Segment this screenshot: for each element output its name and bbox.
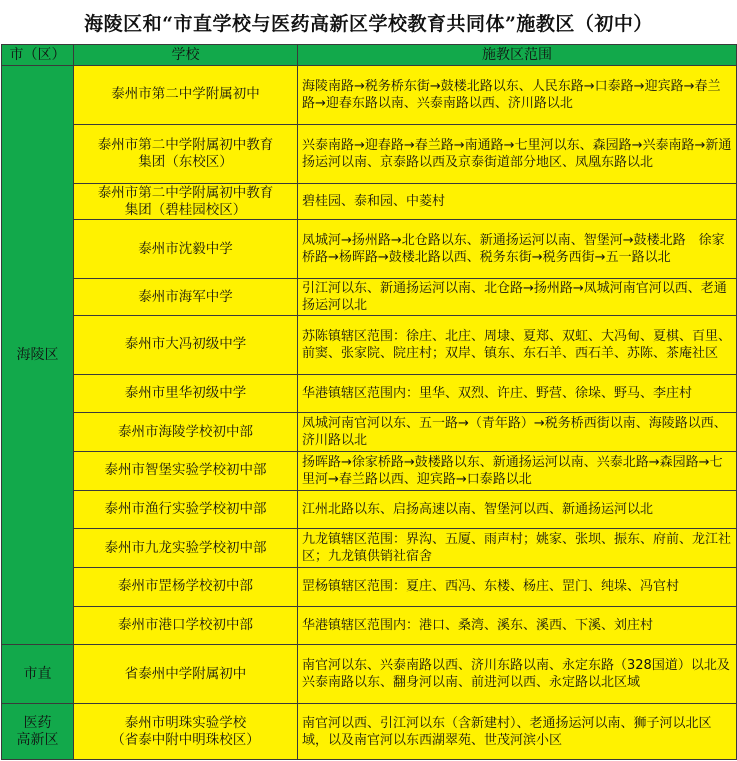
- table-row: [2, 645, 737, 704]
- header-school: 学校: [74, 45, 298, 66]
- table-row: [2, 452, 737, 491]
- header-city: 市（区）: [2, 45, 74, 66]
- table-row: [2, 315, 737, 374]
- page-title: 海陵区和“市直学校与医药高新区学校教育共同体”施教区（初中）: [84, 12, 653, 35]
- table-row: [2, 374, 737, 413]
- table-row: [2, 220, 737, 279]
- area-cell: 海陵南路→税务桥东街→鼓楼北路以东、人民东路→口泰路→迎宾路→春兰路→迎春东路以南、兴泰南路以西、济川路以北: [298, 66, 737, 125]
- school-cell: 泰州市明珠实验学校 （省泰中附中明珠校区）: [74, 704, 298, 760]
- area-cell: 凤城河→扬州路→北仓路以东、新通扬运河以南、智堡河→鼓楼北路 徐家桥路→杨晖路→鼓楼北路以西、税务东街→税务西街→五一路以北: [298, 220, 737, 279]
- school-cell: 泰州市罡杨学校初中部: [74, 567, 298, 606]
- school-cell: 泰州市第二中学附属初中教育 集团（碧桂园校区）: [74, 183, 298, 220]
- school-cell: 省泰州中学附属初中: [74, 645, 298, 704]
- district-cell: 市直: [2, 645, 74, 704]
- school-cell: 泰州市第二中学附属初中教育 集团（东校区）: [74, 124, 298, 183]
- table-row: [2, 413, 737, 452]
- school-cell: 泰州市海军中学: [74, 279, 298, 316]
- school-cell: 泰州市港口学校初中部: [74, 606, 298, 645]
- table-header-row: [2, 45, 737, 66]
- table-row: [2, 606, 737, 645]
- area-cell: 九龙镇辖区范围：界沟、五厦、雨声村；姚家、张坝、振东、府前、龙江社区；九龙镇供销社宿舍: [298, 529, 737, 568]
- table-row: [2, 490, 737, 529]
- area-cell: 扬晖路→徐家桥路→鼓楼路以东、新通扬运河以南、兴泰北路→森园路→七里河→春兰路以西、迎宾路→口泰路以北: [298, 452, 737, 491]
- area-cell: 罡杨镇辖区范围：夏庄、西冯、东楼、杨庄、罡门、纯垛、冯官村: [298, 567, 737, 606]
- area-cell: 华港镇辖区范围内：里华、双烈、许庄、野营、徐垛、野马、李庄村: [298, 374, 737, 413]
- table-row: [2, 529, 737, 568]
- table-row: [2, 124, 737, 183]
- table-row: [2, 279, 737, 316]
- area-cell: 南官河以西、引江河以东（含新建村）、老通扬运河以南、狮子河以北区域，以及南官河以东西湖翠苑、世茂河滨小区: [298, 704, 737, 760]
- area-cell: 碧桂园、泰和园、中菱村: [298, 183, 737, 220]
- table-row: [2, 66, 737, 125]
- area-cell: 苏陈镇辖区范围：徐庄、北庄、周埭、夏郑、双虹、大冯甸、夏棋、百里、前窦、张家院、院庄村；双岸、镇东、东石羊、西石羊、苏陈、茶庵社区: [298, 315, 737, 374]
- area-cell: 引江河以东、新通扬运河以南、北仓路→扬州路→凤城河南官河以西、老通扬运河以北: [298, 279, 737, 316]
- school-cell: 泰州市沈毅中学: [74, 220, 298, 279]
- school-cell: 泰州市九龙实验学校初中部: [74, 529, 298, 568]
- area-cell: 凤城河南官河以东、五一路→（青年路）→税务桥西街以南、海陵路以西、济川路以北: [298, 413, 737, 452]
- header-area: 施教区范围: [298, 45, 737, 66]
- school-cell: 泰州市海陵学校初中部: [74, 413, 298, 452]
- area-cell: 兴泰南路→迎春路→春兰路→南通路→七里河以东、森园路→兴泰南路→新通扬运河以南、京泰路以西及京泰街道部分地区、凤凰东路以北: [298, 124, 737, 183]
- area-cell: 南官河以东、兴泰南路以西、济川东路以南、永定东路（328国道）以北及兴泰南路以东、翻身河以南、前进河以西、永定路以北区域: [298, 645, 737, 704]
- table-row: [2, 567, 737, 606]
- school-cell: 泰州市智堡实验学校初中部: [74, 452, 298, 491]
- district-cell: 海陵区: [2, 66, 74, 645]
- table-row: [2, 183, 737, 220]
- area-cell: 江州北路以东、启扬高速以南、智堡河以西、新通扬运河以北: [298, 490, 737, 529]
- school-cell: 泰州市大冯初级中学: [74, 315, 298, 374]
- school-cell: 泰州市里华初级中学: [74, 374, 298, 413]
- school-district-table: [1, 44, 737, 760]
- school-cell: 泰州市渔行实验学校初中部: [74, 490, 298, 529]
- area-cell: 华港镇辖区范围内：港口、桑湾、溪东、溪西、下溪、刘庄村: [298, 606, 737, 645]
- table-row: [2, 704, 737, 760]
- district-cell: 医药 高新区: [2, 704, 74, 760]
- school-cell: 泰州市第二中学附属初中: [74, 66, 298, 125]
